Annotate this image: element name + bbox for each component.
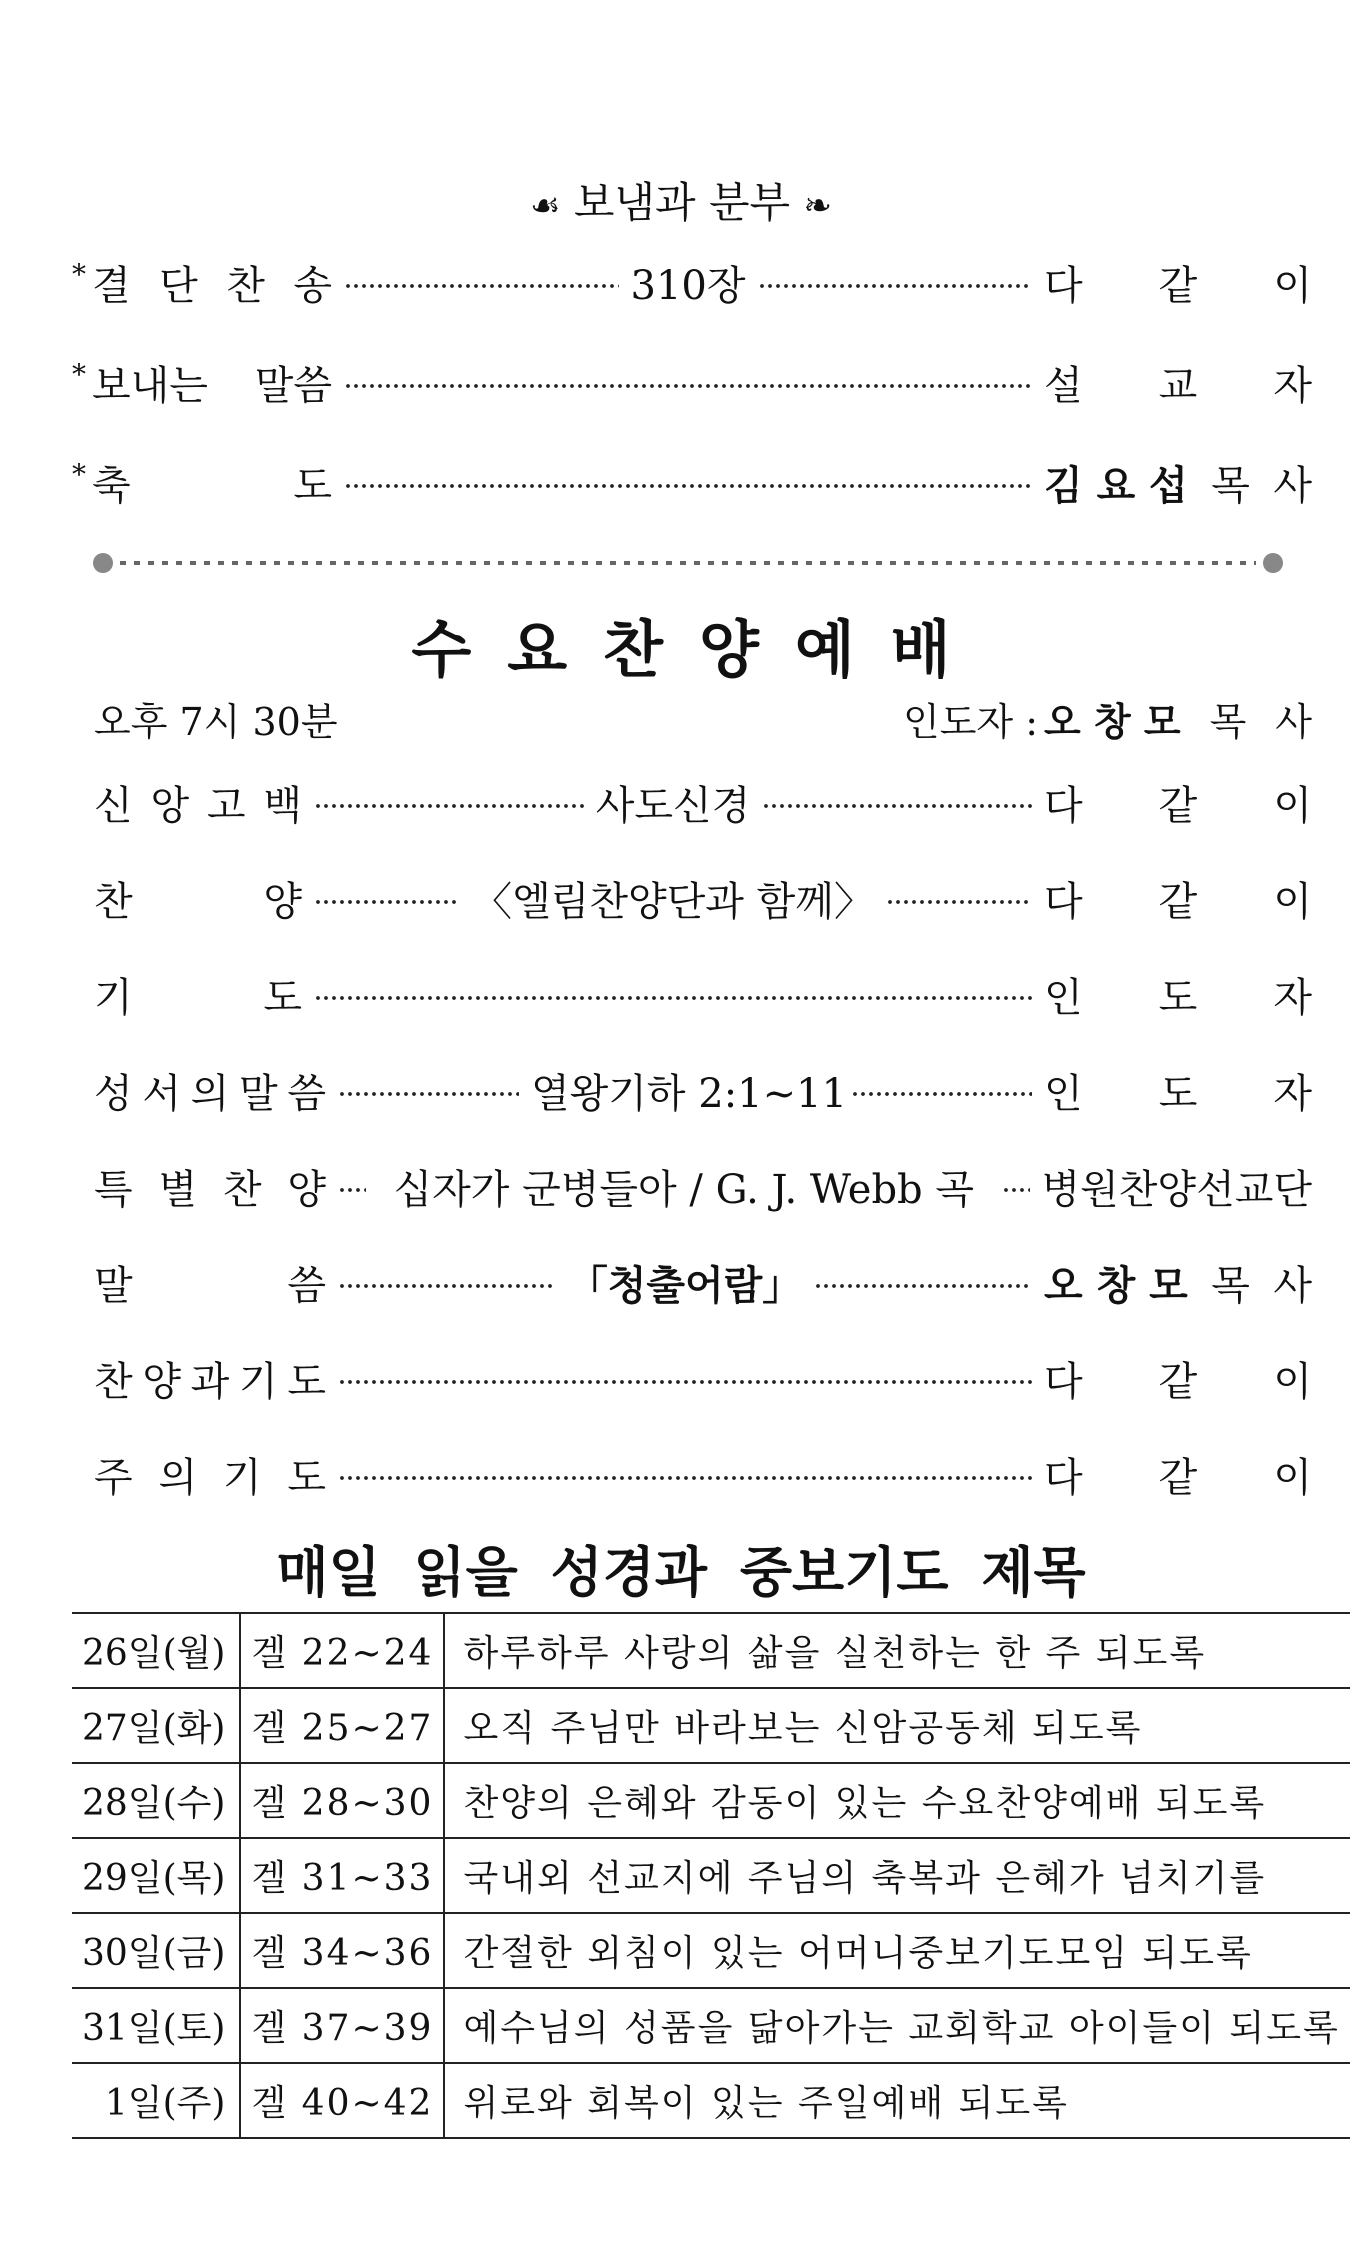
order-label: 주 의 기 도 [94, 1454, 326, 1501]
table-row [72, 1688, 1350, 1763]
service-title: 수요찬양예배 [411, 613, 987, 686]
service-time-leader [94, 688, 1312, 748]
service-time: 오후 7시 30분 [94, 699, 338, 744]
leader-dots [314, 993, 1032, 1003]
order-label: 말 씀 [94, 1262, 326, 1309]
reading-date: 29일(목) [72, 1838, 240, 1913]
order-label: 보내는 말씀 [92, 362, 332, 409]
order-label: 찬 양 [94, 878, 302, 925]
order-right: 다 같 이 [1044, 1454, 1312, 1501]
leader-name: 오 창 모 [1044, 698, 1181, 744]
order-row-sending-words [72, 352, 1312, 412]
order-right: 인 도 자 [1044, 1070, 1312, 1117]
leader-dots [762, 801, 1032, 811]
table-row [72, 2063, 1350, 2138]
order-label: 성 서 의 말 씀 [94, 1070, 326, 1117]
ornament-right-icon: ❧ [803, 186, 832, 226]
readings-title: 매일 읽을 성경과 중보기도 제목 [276, 1541, 1086, 1604]
order-middle: 열왕기하 2:1~11 [530, 1070, 848, 1117]
standing-mark: * [72, 258, 86, 291]
order-row-closing-hymn [72, 252, 1312, 312]
order-middle: 310장 [630, 262, 746, 309]
order-row-prayer [94, 964, 1312, 1024]
order-right: 설 교 자 [1044, 362, 1312, 409]
order-row-sermon [94, 1252, 1312, 1312]
standing-mark: * [72, 358, 86, 391]
order-label: 기 도 [94, 974, 302, 1021]
leader-dots [814, 1281, 1032, 1291]
service-leader: 인도자 : 오 창 모 목 사 [903, 691, 1312, 746]
reading-date: 31일(토) [72, 1988, 240, 2063]
sending-heading [0, 170, 1362, 230]
reading-date: 26일(월) [72, 1613, 240, 1688]
leader-dots [344, 381, 1032, 391]
order-right: 다 같 이 [1044, 1358, 1312, 1405]
order-middle: 십자가 군병들아 / G. J. Webb 곡 [393, 1166, 975, 1213]
order-row-benediction [72, 452, 1312, 512]
reading-prayer: 국내외 선교지에 주님의 축복과 은혜가 넘치기를 [444, 1838, 1349, 1913]
leader-dots [851, 1089, 1032, 1099]
leader-dots [338, 1185, 366, 1195]
order-right: 다 같 이 [1044, 782, 1312, 829]
leader-dots [344, 281, 619, 291]
leader-dots [338, 1473, 1032, 1483]
table-row [72, 1613, 1350, 1688]
sermon-title: 「청출어람」 [567, 1261, 803, 1309]
reading-passage: 겔 40~42 [240, 2063, 444, 2138]
leader-dots [338, 1281, 556, 1291]
standing-mark: * [72, 458, 86, 491]
order-row-creed [94, 772, 1312, 832]
order-row-praise [94, 868, 1312, 928]
order-right: 다 같 이 [1044, 878, 1312, 925]
order-label: 결 단 찬 송 [92, 262, 332, 309]
leader-dots [338, 1089, 519, 1099]
reading-passage: 겔 28~30 [240, 1763, 444, 1838]
order-label: 신 앙 고 백 [94, 782, 302, 829]
order-label: 찬 양 과 기 도 [94, 1358, 326, 1405]
reading-prayer: 오직 주님만 바라보는 신암공동체 되도록 [444, 1688, 1349, 1763]
order-label: 특 별 찬 양 [94, 1166, 326, 1213]
order-row-lords-prayer [94, 1444, 1312, 1504]
reading-passage: 겔 37~39 [240, 1988, 444, 2063]
leader-dots [1002, 1185, 1030, 1195]
order-row-special-praise [94, 1156, 1312, 1216]
reading-date: 1일(주) [72, 2063, 240, 2138]
order-right: 다 같 이 [1044, 262, 1312, 309]
reading-date: 30일(금) [72, 1913, 240, 1988]
leader-dots [314, 897, 460, 907]
order-right: 김 요 섭 목 사 [1044, 461, 1312, 509]
reading-passage: 겔 31~33 [240, 1838, 444, 1913]
readings-table [72, 1612, 1350, 2139]
reading-passage: 겔 25~27 [240, 1688, 444, 1763]
order-right: 병원찬양선교단 [1041, 1166, 1312, 1213]
leader-dots [314, 801, 584, 811]
leader-dots [344, 481, 1032, 491]
reading-date: 27일(화) [72, 1688, 240, 1763]
ornament-left-icon: ☙ [530, 186, 561, 226]
section-divider [92, 552, 1284, 574]
reading-passage: 겔 22~24 [240, 1613, 444, 1688]
reading-prayer: 위로와 회복이 있는 주일예배 되도록 [444, 2063, 1349, 2138]
leader-dots [758, 281, 1033, 291]
reading-prayer: 하루하루 사랑의 삶을 실천하는 한 주 되도록 [444, 1613, 1349, 1688]
order-label: 축 도 [92, 462, 332, 509]
order-middle: 사도신경 [595, 782, 751, 829]
table-row [72, 1763, 1350, 1838]
leader-dots [338, 1377, 1032, 1387]
reading-prayer: 찬양의 은혜와 감동이 있는 수요찬양예배 되도록 [444, 1763, 1349, 1838]
reading-passage: 겔 34~36 [240, 1913, 444, 1988]
reading-date: 28일(수) [72, 1763, 240, 1838]
order-row-praise-prayer [94, 1348, 1312, 1408]
table-row [72, 1913, 1350, 1988]
table-row [72, 1988, 1350, 2063]
leader-dots [886, 897, 1032, 907]
table-row [72, 1838, 1350, 1913]
sending-heading-text: 보냄과 분부 [573, 178, 791, 227]
order-middle: 〈엘림찬양단과 함께〉 [472, 878, 874, 925]
leader-label: 인도자 : [902, 699, 1038, 744]
reading-prayer: 간절한 외침이 있는 어머니중보기도모임 되도록 [444, 1913, 1349, 1988]
order-row-scripture [94, 1060, 1312, 1120]
order-right: 인 도 자 [1044, 974, 1312, 1021]
order-right: 오 창 모 목 사 [1044, 1261, 1312, 1309]
reading-prayer: 예수님의 성품을 닮아가는 교회학교 아이들이 되도록 [444, 1988, 1349, 2063]
